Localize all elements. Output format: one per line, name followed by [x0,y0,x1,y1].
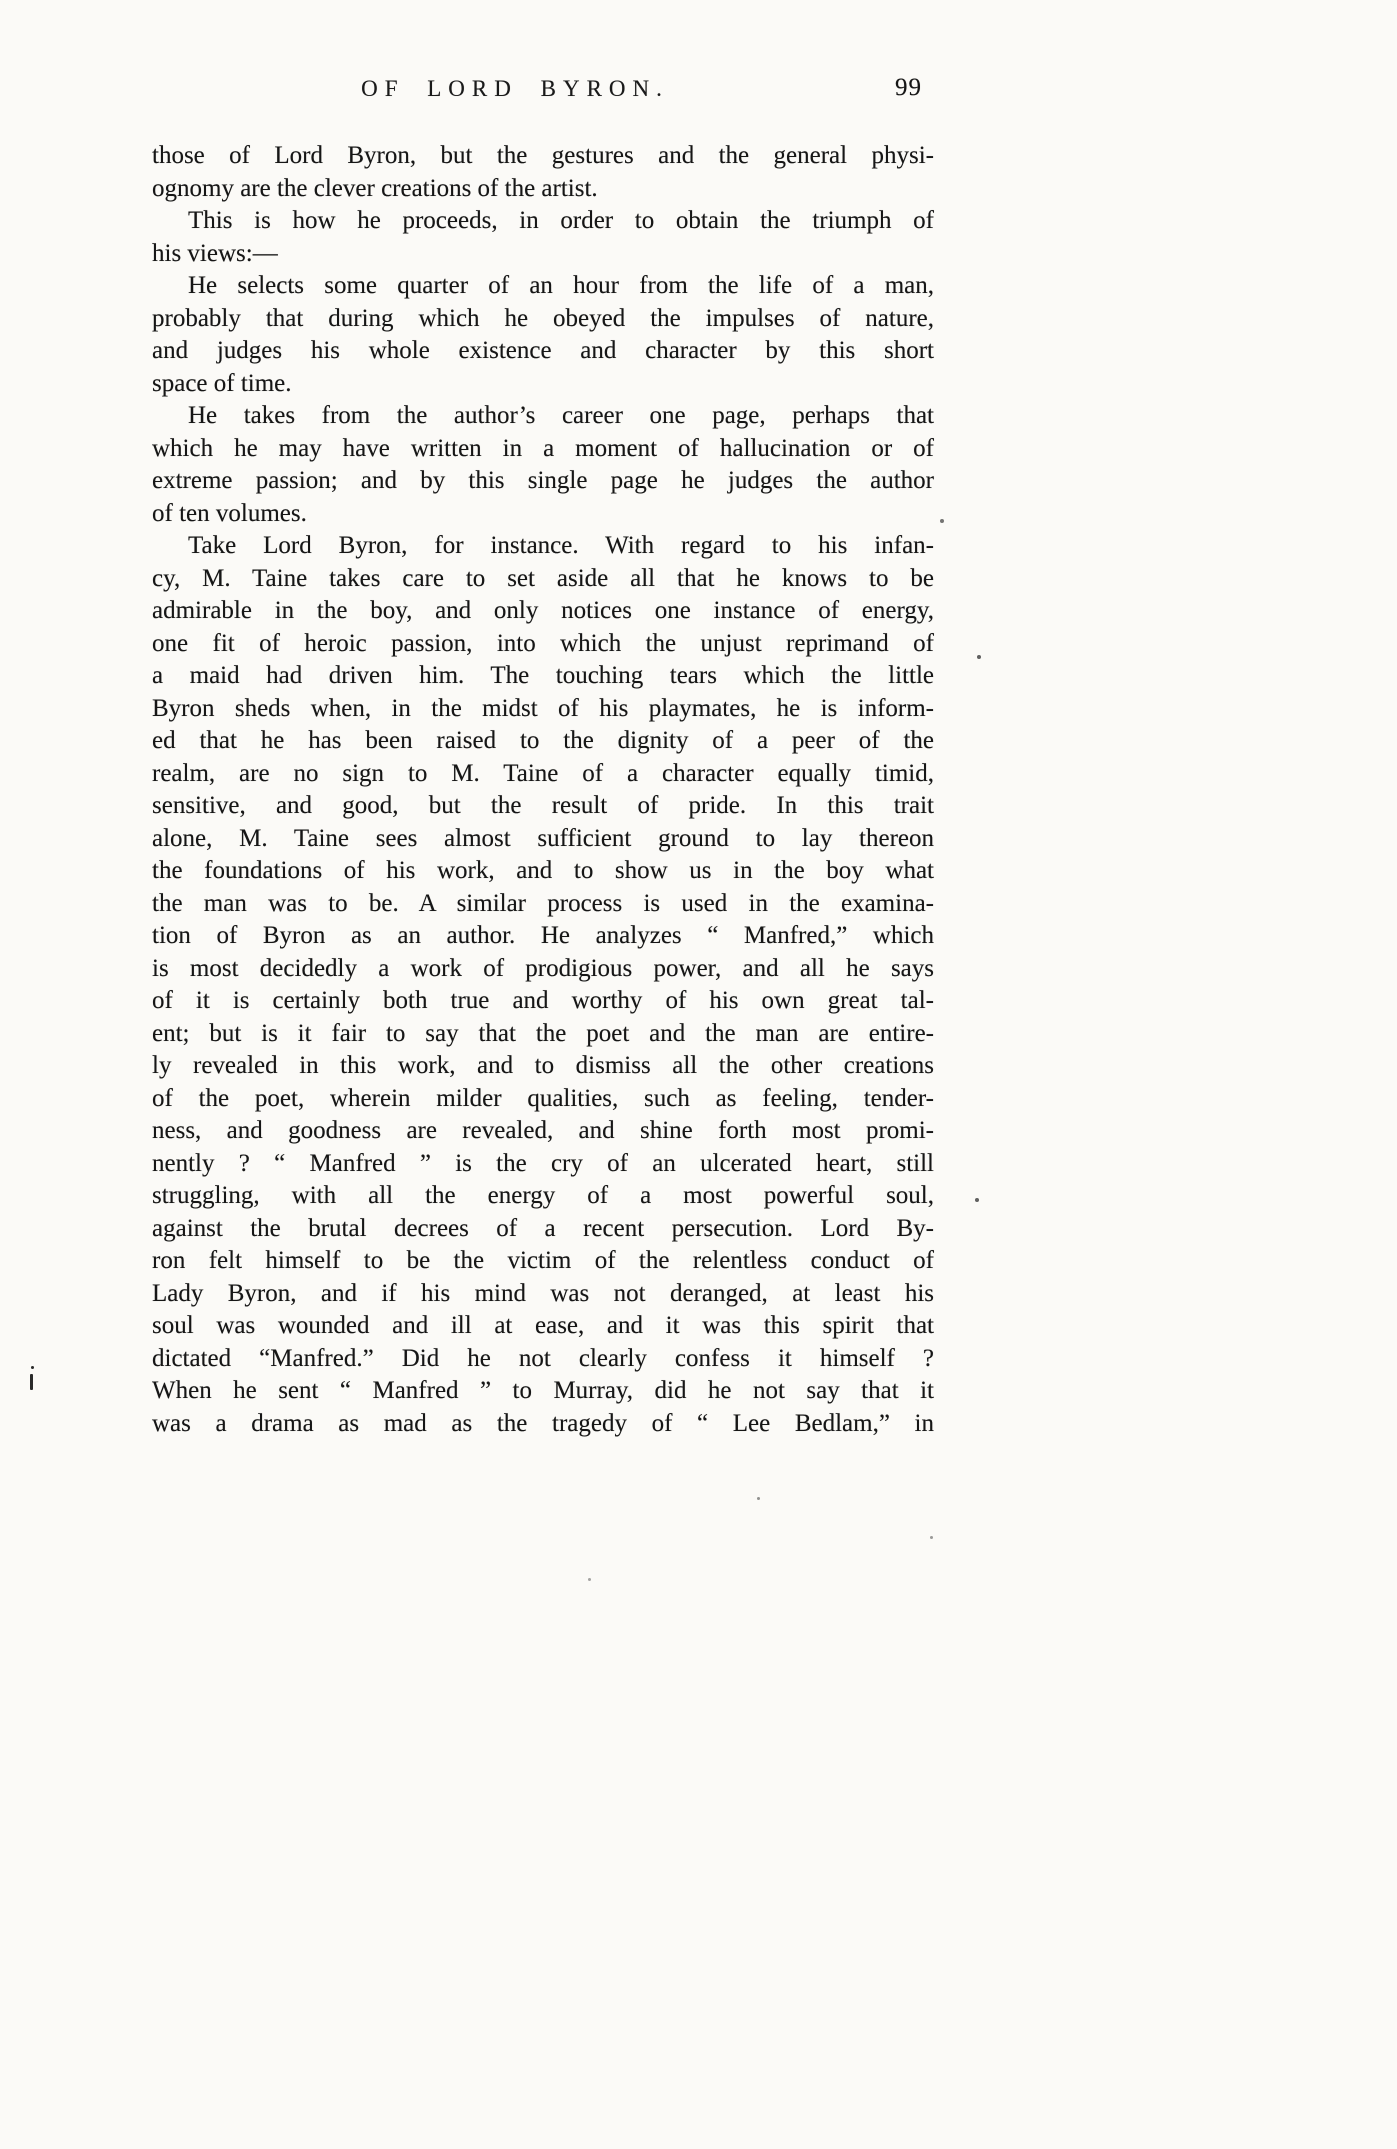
scan-artifact-stray-mark [30,1374,33,1390]
text-line: dictated “Manfred.” Did he not clearly confess it himself ? [152,1344,934,1372]
text-line: space of time. [152,369,292,397]
scan-artifact-speck [940,519,944,523]
scan-artifact-speck [930,1536,933,1539]
text-line: nently ? “ Manfred ” is the cry of an ulcerated heart, still [152,1149,934,1177]
text-line: is most decidedly a work of prodigious power, and all he says [152,954,934,982]
text-line: soul was wounded and ill at ease, and it was this spirit that [152,1312,934,1339]
text-line: one fit of heroic passion, into which the unjust reprimand of [152,629,934,657]
text-line: Take Lord Byron, for instance. With regard to his infan- [188,532,934,559]
running-title: OF LORD BYRON. [361,76,669,101]
text-line: Byron sheds when, in the midst of his playmates, he is inform- [152,694,934,722]
scan-artifact-speck [588,1578,591,1581]
text-line: He takes from the author’s career one page, perhaps that [188,402,934,429]
text-line: alone, M. Taine sees almost sufficient ground to lay thereon [152,824,934,852]
text-line: ly revealed in this work, and to dismiss all the other creations [152,1052,934,1079]
text-line: his views:— [152,239,278,267]
text-line: which he may have written in a moment of hallucination or of [152,434,934,462]
text-line: struggling, with all the energy of a most powerful soul, [152,1182,934,1209]
text-line: Lady Byron, and if his mind was not deranged, at least his [152,1279,934,1307]
text-line: ed that he has been raised to the dignity of a peer of the [152,727,934,754]
text-line: This is how he proceeds, in order to obtain the triumph of [188,207,934,234]
text-line: extreme passion; and by this single page he judges the author [152,467,934,494]
text-line: He selects some quarter of an hour from the life of a man, [188,272,934,299]
page-header [152,76,934,110]
text-line: of the poet, wherein milder qualities, such as feeling, tender- [152,1084,934,1112]
text-line: ent; but is it fair to say that the poet and the man are entire- [152,1019,934,1047]
page-number: 99 [895,74,922,101]
scan-artifact-speck [977,655,981,659]
body-text [152,140,934,1440]
text-line: admirable in the boy, and only notices one instance of energy, [152,597,934,624]
text-line: cy, M. Taine takes care to set aside all that he knows to be [152,564,934,592]
scan-artifact-stray-dot [31,1366,34,1369]
text-line: ron felt himself to be the victim of the relentless conduct of [152,1247,934,1274]
text-line: those of Lord Byron, but the gestures and the general physi- [152,142,934,169]
text-line: was a drama as mad as the tragedy of “ Lee Bedlam,” in [152,1409,934,1437]
text-line: realm, are no sign to M. Taine of a character equally timid, [152,759,934,787]
text-line: ness, and goodness are revealed, and shine forth most promi- [152,1117,934,1144]
text-line: ognomy are the clever creations of the artist. [152,174,598,202]
text-line: tion of Byron as an author. He analyzes “ Manfred,” which [152,922,934,949]
text-line: against the brutal decrees of a recent persecution. Lord By- [152,1214,934,1242]
text-line: the foundations of his work, and to show us in the boy what [152,857,934,884]
scan-artifact-speck [757,1497,760,1500]
text-line: and judges his whole existence and character by this short [152,337,934,364]
text-line: sensitive, and good, but the result of pride. In this trait [152,792,934,819]
text-line: a maid had driven him. The touching tears which the little [152,662,934,689]
text-line: of it is certainly both true and worthy of his own great tal- [152,987,934,1014]
text-line: When he sent “ Manfred ” to Murray, did he not say that it [152,1377,934,1404]
text-line: the man was to be. A similar process is used in the examina- [152,889,934,917]
text-line: of ten volumes. [152,499,307,527]
text-line: probably that during which he obeyed the impulses of nature, [152,304,934,332]
scan-artifact-speck [975,1198,979,1202]
